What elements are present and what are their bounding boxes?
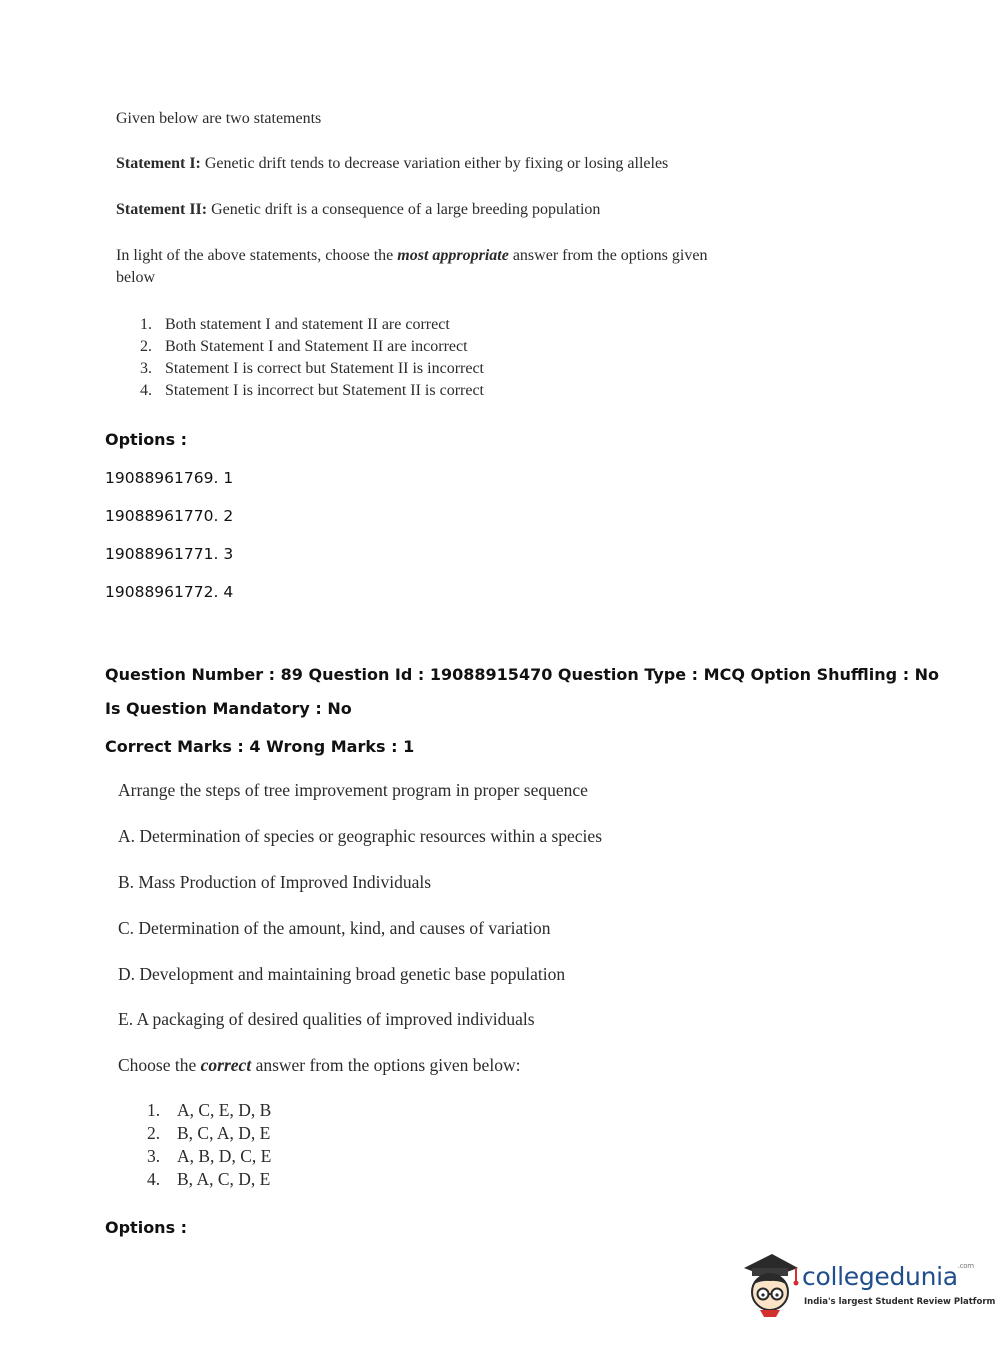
list-item [147, 1099, 271, 1122]
logo-suffix: .com [957, 1262, 974, 1270]
list-item [140, 358, 484, 380]
logo-wordmark [802, 1262, 974, 1291]
q2-meta-line-3: Correct Marks : 4 Wrong Marks : 1 [105, 737, 415, 756]
q1-choice-text: Both statement I and statement II are correct [165, 316, 450, 333]
q1-option-3: 19088961771. 3 [105, 545, 234, 563]
q1-instruction-emphasis: most appropriate [397, 247, 509, 264]
q1-statement-2 [116, 199, 600, 221]
q2-choice-text: B, A, C, D, E [177, 1169, 271, 1189]
list-item [140, 380, 484, 402]
collegedunia-logo[interactable] [738, 1248, 996, 1324]
q2-choice-number: 2. [147, 1123, 161, 1143]
q1-instruction-post: answer from the options given [508, 247, 708, 264]
q1-choice-number: 3. [140, 360, 152, 377]
q1-option-4: 19088961772. 4 [105, 583, 234, 601]
q2-choice-number: 4. [147, 1169, 161, 1189]
q2-choose-instruction [118, 1054, 520, 1077]
q2-step-b: B. Mass Production of Improved Individuals [118, 872, 432, 892]
q2-step-d: D. Development and maintaining broad genetic base population [118, 964, 566, 984]
q1-instruction-line2: below [116, 269, 156, 286]
q1-instruction [116, 245, 756, 289]
list-item [147, 1122, 271, 1145]
q1-statement-1-text: Genetic drift tends to decrease variation either by fixing or losing alleles [200, 155, 669, 172]
q2-step-e: E. A packaging of desired qualities of improved individuals [118, 1009, 535, 1029]
list-item [140, 336, 484, 358]
q2-step-c: C. Determination of the amount, kind, and causes of variation [118, 918, 551, 938]
q1-choice-text: Statement I is correct but Statement II is incorrect [165, 360, 484, 377]
list-item [147, 1145, 271, 1168]
q1-choice-number: 1. [140, 316, 152, 333]
q1-intro: Given below are two statements [116, 110, 322, 127]
q2-choose-pre: Choose the [118, 1055, 201, 1075]
q2-choice-number: 3. [147, 1146, 161, 1166]
logo-name: collegedunia [802, 1262, 958, 1291]
q2-choose-post: answer from the options given below: [251, 1055, 521, 1075]
q1-choice-number: 2. [140, 338, 152, 355]
q2-choose-emphasis: correct [200, 1055, 252, 1075]
list-item [140, 314, 484, 336]
q2-options-label: Options : [105, 1218, 188, 1237]
q1-choice-list [140, 314, 484, 402]
q1-choice-text: Both Statement I and Statement II are incorrect [165, 338, 468, 355]
q1-option-1: 19088961769. 1 [105, 469, 234, 487]
q1-options-label: Options : [105, 430, 188, 449]
q2-choice-text: A, B, D, C, E [177, 1146, 272, 1166]
q2-step-a: A. Determination of species or geographic resources within a species [118, 826, 603, 846]
q2-meta-line-1: Question Number : 89 Question Id : 19088915470 Question Type : MCQ Option Shuffling : No [105, 665, 940, 684]
q2-prompt: Arrange the steps of tree improvement program in proper sequence [118, 780, 588, 800]
q2-choice-list [147, 1099, 271, 1191]
q1-option-2: 19088961770. 2 [105, 507, 234, 525]
q1-choice-text: Statement I is incorrect but Statement II is correct [165, 382, 484, 399]
list-item [147, 1168, 271, 1191]
q2-choice-number: 1. [147, 1100, 161, 1120]
q1-choice-number: 4. [140, 382, 152, 399]
q2-choice-text: B, C, A, D, E [177, 1123, 271, 1143]
q1-statement-1 [116, 153, 668, 175]
q1-instruction-pre: In light of the above statements, choose the [116, 247, 398, 264]
q1-statement-2-label: Statement II: [116, 201, 208, 218]
q1-statement-2-text: Genetic drift is a consequence of a large breeding population [207, 201, 601, 218]
q1-statement-1-label: Statement I: [116, 155, 201, 172]
logo-tagline: India's largest Student Review Platform [804, 1297, 996, 1307]
q2-meta-line-2: Is Question Mandatory : No [105, 699, 352, 718]
mascot-icon [738, 1248, 800, 1318]
q2-choice-text: A, C, E, D, B [177, 1100, 272, 1120]
